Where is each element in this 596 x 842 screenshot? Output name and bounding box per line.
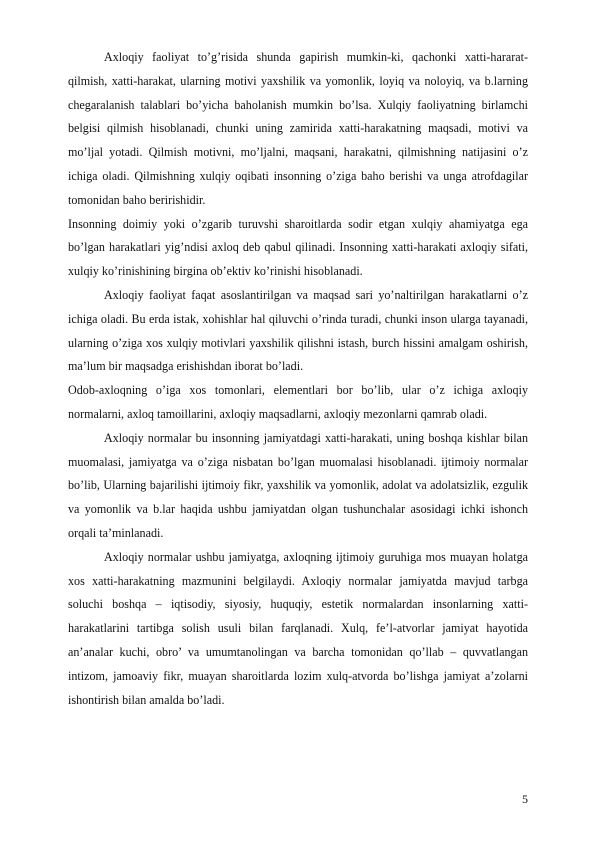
page-number: 5 [522, 792, 528, 806]
paragraph-3: Axloqiy faoliyat faqat asoslantirilgan va maqsad sari yo’naltirilgan harakatlarni o’z ichiga oladi. Bu erda istak, xohishlar hal qiluvchi o’rinda turadi, chunki inson ularga tayanadi, ularning o’ziga xos xulqiy motivlari yaxshilik qilishni istash, burch hissini amalgam oshirish, ma’lum bir maqsadga erishishdan iborat bo’ladi. [68, 287, 528, 374]
paragraph-1: Axloqiy faoliyat to’g’risida shunda gapirish mumkin-ki, qachonki xatti-hararat-qilmish, xatti-harakat, ularning motivi yaxshilik va yomonlik, loyiq va noloyiq, va b.larning chegaralanish talablari bo’yicha baholanish mumkin bo’lsa. Xulqiy faoliyatning birlamchi belgisi qilmish hisoblanadi, chunki uning zamirida xatti-harakatning maqsadi, motivi va mo’ljal yotadi. Qilmish motivni, mo’ljalni, maqsani, harakatni, qilmishning natijasini o’z ichiga oladi. Qilmishning xulqiy oqibati insonning o’ziga baho berishi va unga atrofdagilar tomonidan baho beririshidir. [68, 50, 528, 207]
paragraph-2: Insonning doimiy yoki o’zgarib turuvshi sharoitlarda sodir etgan xulqiy ahamiyatga ega bo’lgan harakatlari yig’ndisi axloq deb qabul qilinadi. Insonning xatti-harakati axloqiy sifati, xulqiy ko’rinishining birgina ob’ektiv ko’rinishi hisoblanadi. [68, 216, 528, 279]
paragraph-4: Odob-axloqning o’iga xos tomonlari, elementlari bor bo’lib, ular o’z ichiga axloqiy normalarni, axloq tamoillarini, axloqiy maqsadlarni, axloqiy mezonlarni qamrab oladi. [68, 383, 528, 421]
paragraph-6: Axloqiy normalar ushbu jamiyatga, axloqning ijtimoiy guruhiga mos muayan holatga xos xatti-harakatning mazmunini belgilaydi. Axloqiy normalar jamiyatda mavjud tarbga soluchi boshqa – iqtisodiy, siyosiy, huquqiy, estetik normalardan insonlarning xatti-harakatlarini tartibga solish usuli bilan farqlanadi. Xulq, fe’l-atvorlar jamiyat hayotida an’analar kuchi, obro’ va umumtanolingan va barcha tomonidan qo’llab – quvvatlangan intizom, jamoaviy fikr, muayan sharoitlarda lozim xulq-atvorda bo’lishga jamiyat a’zolarni ishontirish bilan amalda bo’ladi. [68, 549, 528, 707]
paragraph-5: Axloqiy normalar bu insonning jamiyatdagi xatti-harakati, uning boshqa kishlar bilan muomalasi, jamiyatga va o’ziga nisbatan bo’lgan muomalasi hisoblanadi. ijtimoiy normalar bo’lib, Ularning bajarilishi ijtimoiy fikr, yaxshilik va yomonlik, adolat va adolatsizlik, ezgulik va yomonlik va b.lar haqida ushbu jamiyatdan olgan tushunchalar asosidagi ichki ishonch orqali ta’minlanadi. [68, 430, 528, 540]
page-body [68, 46, 528, 712]
